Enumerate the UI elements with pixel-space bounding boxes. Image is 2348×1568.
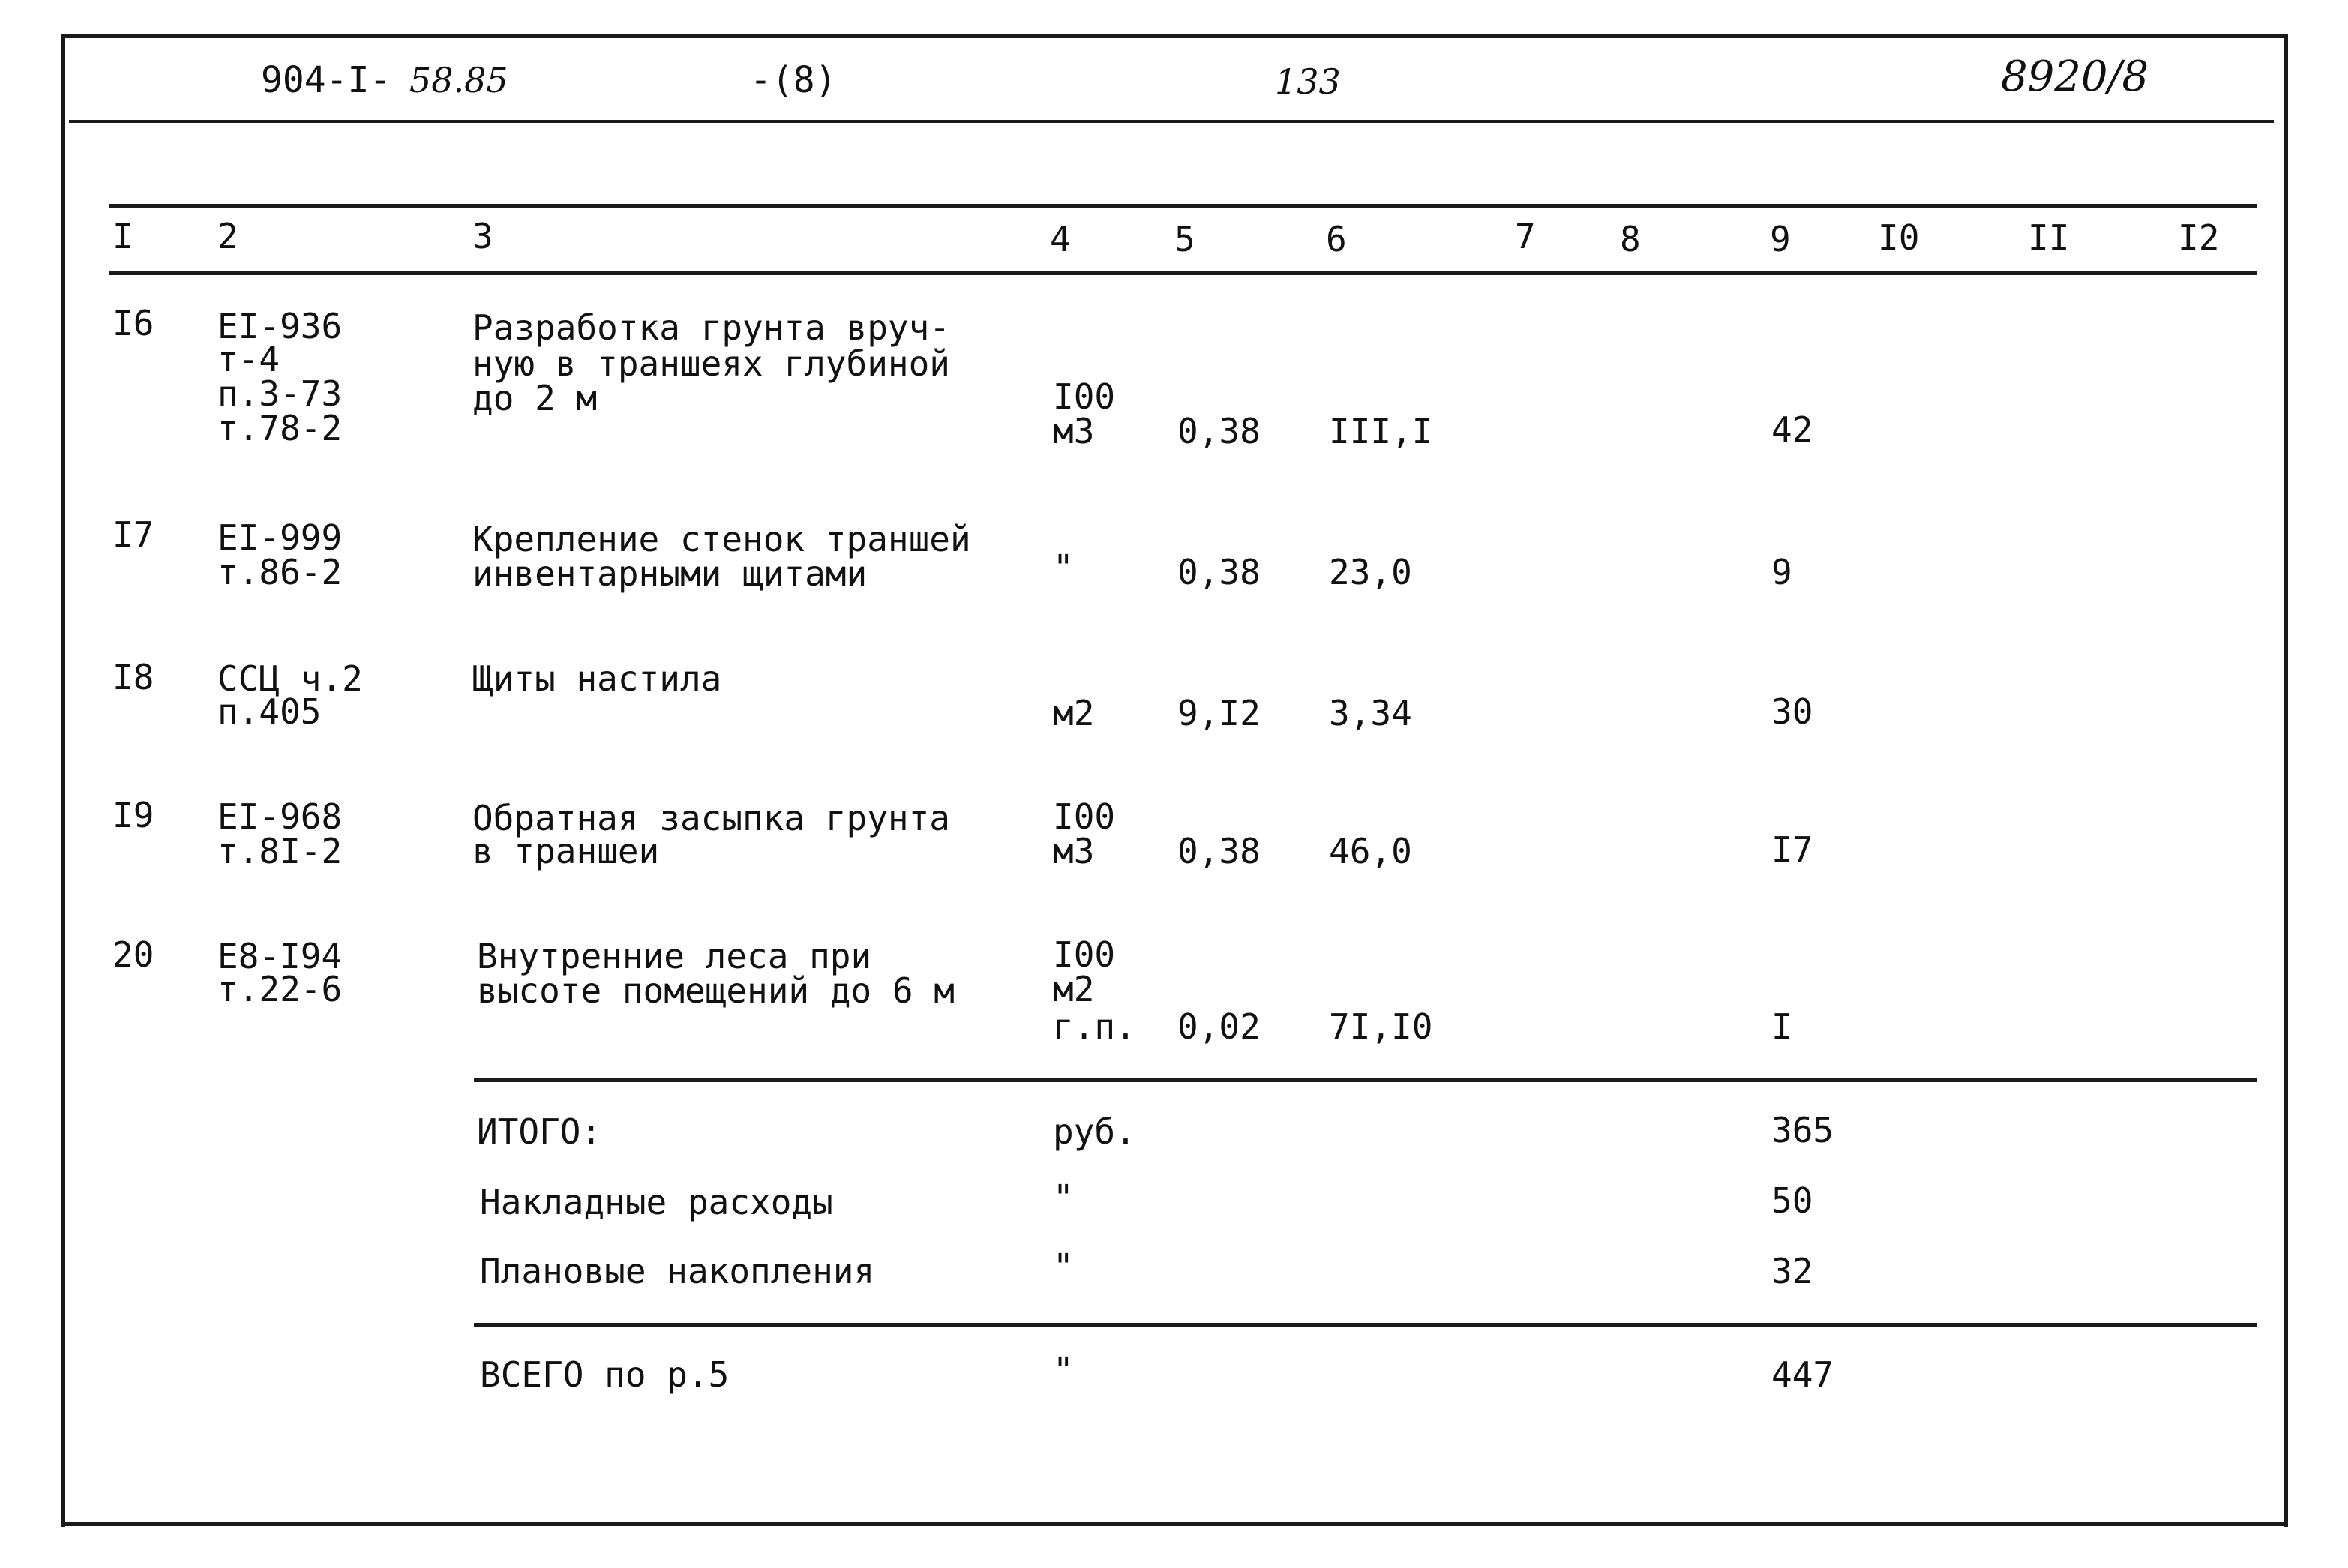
summary-total: 50 xyxy=(1771,1180,1813,1221)
col-header: 8 xyxy=(1620,219,1641,259)
row-total: 9 xyxy=(1771,552,1792,592)
col-header: II xyxy=(2028,217,2070,258)
summary-label: ИТОГО: xyxy=(477,1111,602,1152)
row-unit: м3 xyxy=(1053,411,1095,451)
col-header: 9 xyxy=(1770,219,1791,259)
row-code: E8-I94 xyxy=(217,936,343,976)
summary-unit: " xyxy=(1053,1350,1074,1390)
row-quantity: 0,38 xyxy=(1177,411,1261,451)
table-header-rule xyxy=(109,271,2257,275)
row-quantity: 0,38 xyxy=(1177,831,1261,871)
summary-unit: " xyxy=(1053,1246,1074,1287)
row-number: I6 xyxy=(112,303,154,343)
row-price: III,I xyxy=(1329,411,1433,451)
row-quantity: 9,I2 xyxy=(1177,693,1261,733)
row-price: 7I,I0 xyxy=(1329,1006,1433,1047)
row-description: Крепление стенок траншей xyxy=(472,519,971,559)
page-number: 133 xyxy=(1275,61,1341,102)
row-number: 20 xyxy=(112,934,154,975)
archive-number: 8920/8 xyxy=(2001,52,2149,101)
col-header: 6 xyxy=(1326,219,1347,259)
row-code: EI-999 xyxy=(217,517,343,558)
row-price: 23,0 xyxy=(1329,552,1412,592)
col-header: 7 xyxy=(1515,216,1536,256)
row-code: т-4 xyxy=(217,339,280,379)
summary-label: Плановые накопления xyxy=(480,1251,875,1291)
summary-label: ВСЕГО по р.5 xyxy=(480,1354,730,1395)
row-code: т.8I-2 xyxy=(217,831,343,871)
row-unit: м3 xyxy=(1053,831,1095,871)
row-code: ССЦ ч.2 xyxy=(217,658,363,699)
row-description: Щиты настила xyxy=(472,658,722,699)
row-description: в траншеи xyxy=(472,831,660,871)
row-total: 42 xyxy=(1771,409,1813,450)
row-unit: " xyxy=(1053,547,1074,588)
row-number: I9 xyxy=(112,795,154,835)
summary-total: 32 xyxy=(1771,1251,1813,1291)
header-divider xyxy=(69,120,2274,123)
frame-bottom-line xyxy=(61,1522,2287,1526)
row-code: т.78-2 xyxy=(217,408,343,448)
row-unit: м2 xyxy=(1053,969,1095,1009)
row-total: I xyxy=(1771,1006,1792,1047)
row-unit: I00 xyxy=(1053,796,1116,837)
row-code: EI-968 xyxy=(217,796,343,837)
col-header: 2 xyxy=(217,216,238,256)
col-header: I xyxy=(112,216,133,256)
row-description: высоте помещений до 6 м xyxy=(477,970,955,1011)
row-total: I7 xyxy=(1771,829,1813,870)
row-quantity: 0,02 xyxy=(1177,1006,1261,1047)
summary-unit: " xyxy=(1053,1177,1074,1218)
summary-total: 365 xyxy=(1771,1110,1834,1150)
col-header: 5 xyxy=(1174,219,1195,259)
doc-part: -(8) xyxy=(750,59,837,101)
summary-label: Накладные расходы xyxy=(480,1182,833,1222)
row-price: 3,34 xyxy=(1329,693,1412,733)
col-header: 4 xyxy=(1050,219,1071,259)
row-code: EI-936 xyxy=(217,306,343,346)
frame-left-line xyxy=(61,34,65,1527)
summary-total: 447 xyxy=(1771,1354,1834,1395)
total-rule xyxy=(474,1323,2257,1327)
row-unit: I00 xyxy=(1053,934,1116,975)
row-description: инвентарными щитами xyxy=(472,553,868,594)
row-quantity: 0,38 xyxy=(1177,552,1261,592)
row-description: Внутренние леса при xyxy=(477,936,872,976)
row-price: 46,0 xyxy=(1329,831,1412,871)
col-header: 3 xyxy=(472,216,493,256)
row-unit: г.п. xyxy=(1053,1006,1136,1047)
frame-right-line xyxy=(2284,34,2288,1527)
row-description: Разработка грунта вруч- xyxy=(472,307,950,348)
summary-unit: руб. xyxy=(1053,1111,1136,1152)
summary-rule xyxy=(474,1078,2257,1082)
row-number: I8 xyxy=(112,657,154,697)
row-description: ную в траншеях глубиной xyxy=(472,343,950,384)
row-total: 30 xyxy=(1771,691,1813,732)
row-code: т.22-6 xyxy=(217,969,343,1009)
doc-code-prefix: 904-I- xyxy=(261,59,391,101)
row-code: т.86-2 xyxy=(217,552,343,592)
row-code: п.3-73 xyxy=(217,373,343,414)
col-header: I2 xyxy=(2178,217,2220,258)
row-code: п.405 xyxy=(217,691,322,732)
row-unit: I00 xyxy=(1053,376,1116,417)
frame-top-line xyxy=(61,34,2287,38)
row-description: Обратная засыпка грунта xyxy=(472,798,950,838)
row-description: до 2 м xyxy=(472,378,598,418)
table-top-rule xyxy=(109,204,2257,208)
doc-code-suffix: 58.85 xyxy=(409,60,508,100)
row-unit: м2 xyxy=(1053,693,1095,733)
row-number: I7 xyxy=(112,514,154,555)
col-header: I0 xyxy=(1878,217,1920,258)
